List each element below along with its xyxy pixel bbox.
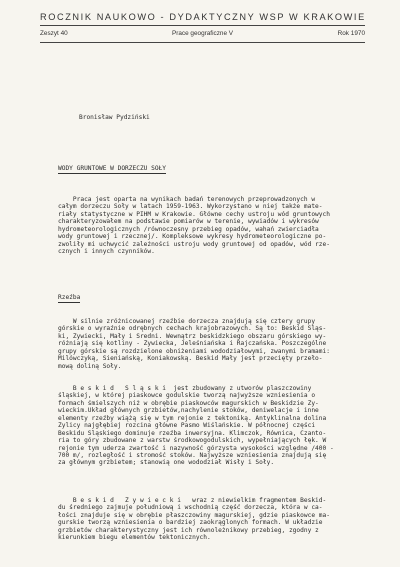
text-line: grupy górskie są rozdzielone obniżeniami wododziałowymi, zwanymi bramami: — [58, 347, 330, 355]
silesian-beskid-paragraph — [58, 385, 365, 467]
zywiec-beskid-paragraph — [58, 497, 365, 542]
text-line: całym dorzeczu Soły w latach 1959-1963. Wykorzystano w niej także mate- — [58, 203, 323, 211]
text-line: Beskidu Śląskiego dominuje rzeźba inwersyjna. Klimczok, Równica, Czanto- — [58, 429, 327, 437]
text-line: Praca jest oparta na wynikach badań terenowych przeprowadzonych w — [58, 196, 316, 203]
header-rule-bottom — [40, 42, 365, 43]
article-title: WODY GRUNTOWE W DORZECZU SOŁY — [58, 165, 167, 172]
text-line: śląskiej, w której piaskowce godulskie tworzą najwyższe wzniesienia o — [58, 392, 316, 400]
text-line: riały statystyczne w PIHM w Krakowie. Główne cechy ustroju wód gruntowych — [58, 210, 330, 218]
text-line: du średniego zajmuje południową i wschodnią część dorzecza, która w ca- — [58, 504, 323, 512]
text-line: elementy rzeźby wiążą się w tym rejonie z tektoniką. Antyklinalna dolina — [58, 414, 327, 422]
text-line: ki, Żywiecki, Mały i Średni. Wewnątrz beskidzkiego obszaru górskiego wy- — [58, 332, 327, 340]
text-line: B e s k i d Ś l ą s k i jest zbudowany z utworów plaszczowiny — [58, 385, 312, 392]
intro-paragraph — [58, 196, 365, 256]
text-line: grzbietów charakterystyczny jest ich równoleżnikowy przebieg, zgodny z — [58, 526, 319, 534]
text-line: W silnie zróżnicowanej rzeźbie dorzecza znajdują się cztery grupy — [58, 318, 316, 325]
text-line: cznych i innych czynników. — [58, 248, 155, 256]
section-heading: Rzeźba — [58, 294, 81, 301]
text-line: kierunkiem biegu elementów tektonicznych. — [58, 534, 211, 542]
text-line: 700 m/, rozległość i stromość stoków. Najwyższe wzniesienia znajdują się — [58, 451, 327, 459]
text-line: charakteryzowałem na podstawie pomiarów w terenie, wywiadów i wykresów — [58, 218, 319, 226]
text-line: ria to góry zbudowane z warstw środkowogodulskich, wypełniających łęk. W — [58, 437, 327, 445]
text-line: formach śmielszych niż w obrębie piaskowców magurskich w Beskidzie Ży- — [58, 399, 319, 407]
text-line: górskie o wyraźnie odrębnych cechach krajobrazowych. Są to: Beskid Śląs- — [58, 325, 327, 333]
text-line: mową doliną Soły. — [58, 362, 122, 370]
header-rule-top — [40, 25, 365, 26]
series-name: Prace geograficzne V — [171, 30, 234, 37]
issue-number: Zeszyt 40 — [40, 30, 68, 37]
text-line: łości znajduje się w obrębie płaszczowiny magurskiej, gdzie piaskowce ma- — [58, 511, 330, 519]
text-line: różniają się kotliny - Żywiecka, Jeleśniańska i Rajczańska. Poszczególne — [58, 340, 327, 348]
author-name: Bronisław Pydziński — [79, 114, 150, 121]
text-line: rejonie tym uderza zwartość i nazywność górzysta wysokości względne /400 - — [58, 444, 334, 452]
text-line: Milówczyką, Sieniańską, Koniakowską. Beskid Mały jest przecięty przeło- — [58, 355, 323, 363]
issue-year: Rok 1970 — [337, 30, 365, 37]
journal-title: ROCZNIK NAUKOWO - DYDAKTYCZNY WSP W KRAKOWIE — [40, 12, 366, 22]
text-line: wody gruntowej i rzecznej/. Kompleksowe wykresy hydrometeorologiczne po- — [58, 233, 327, 241]
text-line: wieckim.Układ głównych grzbietów,nachylenie stoków, deniwelacje i inne — [58, 407, 319, 415]
text-line: za głównym grzbietem; stanowią one wododział Wisły i Soły. — [58, 459, 275, 467]
text-line: hydrometeorologicznych /równoczesny przebieg opadów, wahań zwierciadła — [58, 225, 319, 233]
relief-paragraph — [58, 318, 365, 370]
text-line: Żylicy najgłębiej rozcina główne Pasmo Wiślańskie. W północnej części — [58, 422, 316, 430]
text-line: zwoliły mi uchwycić zależności ustroju wody gruntowej od opadów, wód rze- — [58, 240, 330, 248]
text-line: gurskie tworzą wzniesienia o bardziej zaokrąglonych formach. W układzie — [58, 519, 323, 527]
text-line: B e s k i d Ż y w i e c k i wraz z niewielkim fragmentem Beskid- — [58, 497, 327, 504]
